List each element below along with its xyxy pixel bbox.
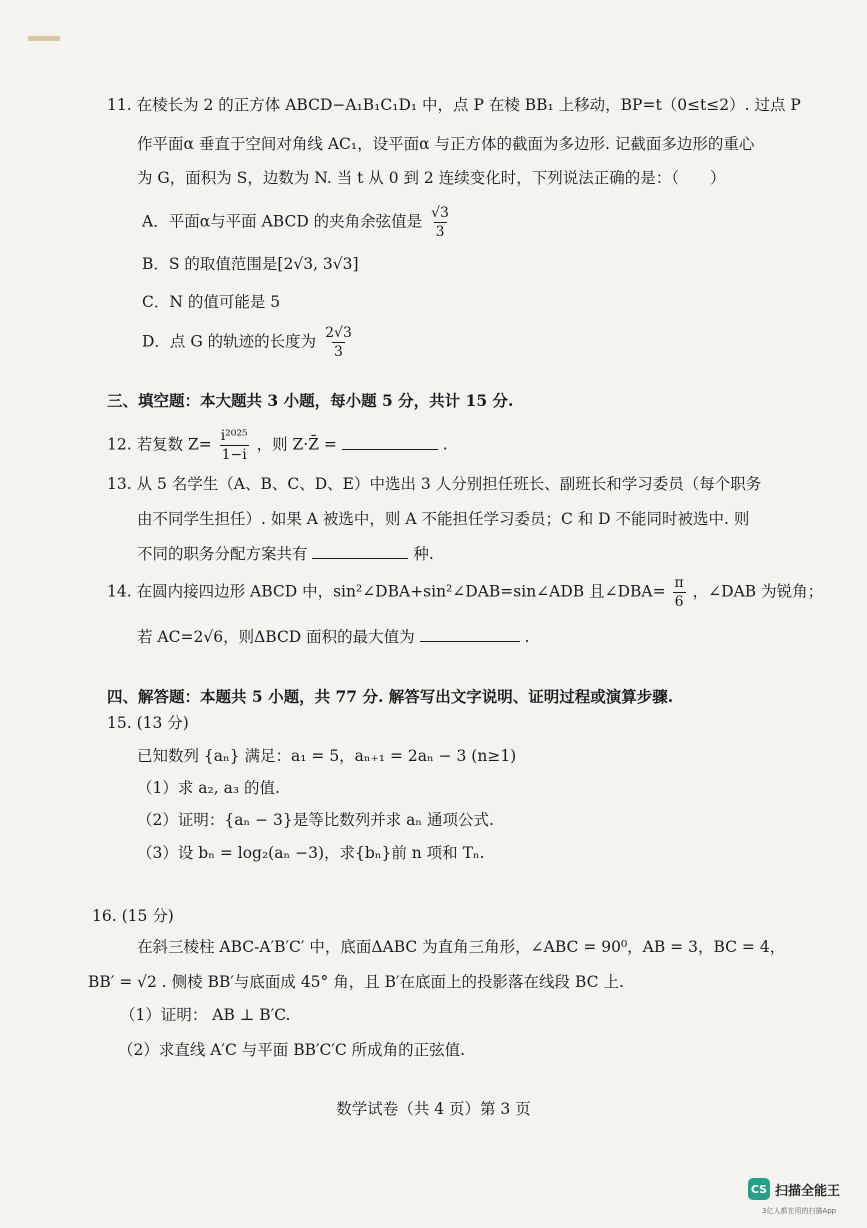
page-footer: 数学试卷（共 4 页）第 3 页 <box>336 1100 531 1118</box>
fraction-denominator: 1−i <box>221 447 247 463</box>
q12-fraction <box>219 428 250 463</box>
q11-option-a-fraction <box>429 205 451 240</box>
q15-part2: （2）证明：{aₙ − 3}是等比数列并求 aₙ 通项公式. <box>137 811 494 829</box>
scanner-brand-tagline: 3亿人都在用的扫描App <box>762 1207 837 1215</box>
fraction-numerator: √3 <box>431 205 449 221</box>
q11-line1 <box>107 95 801 115</box>
q13-line2: 由不同学生担任）. 如果 A 被选中，则 A 不能担任学习委员；C 和 D 不能同时被选中. 则 <box>137 510 750 528</box>
q12-end: . <box>442 435 448 454</box>
section3-title: 三、填空题：本大题共 3 小题，每小题 5 分，共计 15 分. <box>107 391 514 410</box>
q11-line2: 作平面α 垂直于空间对角线 AC₁，设平面α 与正方体的截面为多边形. 记截面多边形的重心 <box>137 135 755 153</box>
fraction-denominator: 6 <box>674 594 684 610</box>
q14-text-post: ，∠DAB 为锐角； <box>692 582 824 601</box>
fraction-numerator: 2√3 <box>325 325 352 341</box>
q14-line1 <box>107 575 823 610</box>
tape-mark <box>28 36 60 41</box>
q11-option-d-fraction <box>323 325 354 360</box>
q15-part1: （1）求 a₂, a₃ 的值. <box>137 779 280 797</box>
q12-answer-blank[interactable] <box>342 434 438 450</box>
q14-end: . <box>524 628 530 646</box>
q16-line2: BB′ = √2 . 侧棱 BB′与底面成 45° 角，且 B′在底面上的投影落在线段 BC 上. <box>88 973 624 991</box>
q12-text-post: ，则 Z·Z̄ = <box>256 435 337 454</box>
scanner-logo-icon: CS <box>748 1178 770 1200</box>
fraction-numerator: i²⁰²⁵ <box>220 428 248 444</box>
fraction-denominator: 3 <box>334 344 343 360</box>
q16-part1: （1）证明： AB ⊥ B′C. <box>120 1006 291 1024</box>
q16-part2: （2）求直线 A′C 与平面 BB′C′C 所成角的正弦值. <box>118 1041 466 1059</box>
q11-text-1: 在棱长为 2 的正方体 ABCD−A₁B₁C₁D₁ 中，点 P 在棱 BB₁ 上移动，BP=t（0≤t≤2）. 过点 P <box>136 96 801 114</box>
q15-head: 15. (13 分) <box>107 714 189 732</box>
q11-line3: 为 G，面积为 S，边数为 N. 当 t 从 0 到 2 连续变化时，下列说法正确的是：（ ） <box>137 169 726 187</box>
q11-option-b: B．S 的取值范围是[2√3, 3√3] <box>142 255 359 273</box>
q14-answer-blank[interactable] <box>420 626 520 642</box>
q12-text: 12. 若复数 Z= <box>107 435 212 454</box>
q14-line2 <box>137 626 529 647</box>
fraction-numerator: π <box>674 575 684 591</box>
q11-option-a-text: A．平面α与平面 ABCD 的夹角余弦值是 <box>142 212 423 231</box>
q11-number: 11. <box>107 96 132 114</box>
fraction-denominator: 3 <box>435 224 445 240</box>
q11-option-d <box>142 325 356 360</box>
q11-option-d-text: D．点 G 的轨迹的长度为 <box>142 332 317 351</box>
q13-line1: 13. 从 5 名学生（A、B、C、D、E）中选出 3 人分别担任班长、副班长和学习委员（每个职务 <box>107 475 762 493</box>
q13-answer-blank[interactable] <box>312 543 408 559</box>
q13-end: 种. <box>413 545 434 563</box>
q15-stem: 已知数列 {aₙ} 满足：a₁ = 5，aₙ₊₁ = 2aₙ − 3 (n≥1) <box>137 747 517 765</box>
section4-title: 四、解答题：本题共 5 小题，共 77 分. 解答写出文字说明、证明过程或演算步骤. <box>107 687 674 706</box>
q15-part3: （3）设 bₙ = log₂(aₙ −3)，求{bₙ}前 n 项和 Tₙ. <box>137 844 485 862</box>
q14-fraction <box>673 575 686 610</box>
q14-text: 14. 在圆内接四边形 ABCD 中，sin²∠DBA+sin²∠DAB=sin∠ADB 且∠DBA= <box>107 582 666 601</box>
q16-line1: 在斜三棱柱 ABC-A′B′C′ 中，底面ΔABC 为直角三角形，∠ABC = 90⁰，AB = 3，BC = 4， <box>137 938 786 956</box>
q13-text: 不同的职务分配方案共有 <box>137 545 308 563</box>
q16-head: 16. (15 分) <box>92 907 174 925</box>
q13-line3 <box>137 543 434 564</box>
q11-option-c: C．N 的值可能是 5 <box>142 293 281 311</box>
q12-line <box>107 428 448 463</box>
q14-text-2: 若 AC=2√6，则ΔBCD 面积的最大值为 <box>137 628 415 646</box>
q11-option-a <box>142 205 453 240</box>
scanner-brand-name: 扫描全能王 <box>775 1184 841 1199</box>
